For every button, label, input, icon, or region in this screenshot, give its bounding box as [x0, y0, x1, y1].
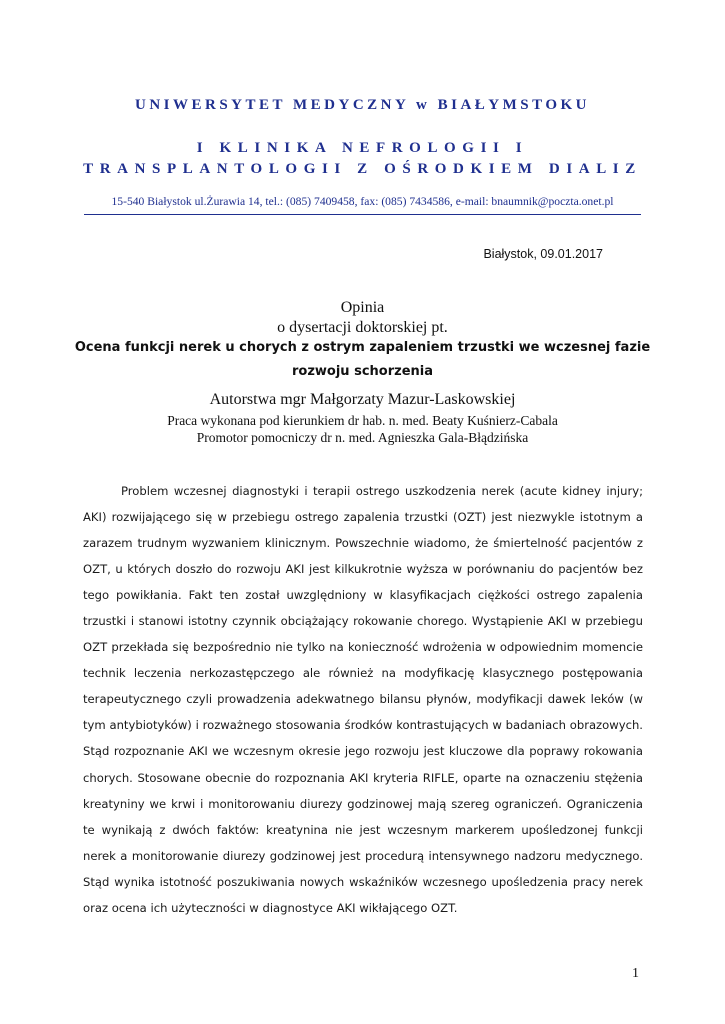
university-name: UNIWERSYTET MEDYCZNY w BIAŁYMSTOKU	[134, 97, 591, 113]
supervisor-line: Praca wykonana pod kierunkiem dr hab. n. med. Beaty Kuśnierz-Cabala	[167, 413, 558, 428]
co-supervisor-line: Promotor pomocniczy dr n. med. Agnieszka Gala-Błądzińska	[196, 430, 529, 445]
dissertation-title-line2: rozwoju schorzenia	[292, 364, 433, 379]
dissertation-subheading: o dysertacji doktorskiej pt.	[277, 319, 448, 336]
header-divider	[84, 214, 641, 215]
clinic-name-line1: I KLINIKA NEFROLOGII I	[196, 140, 529, 156]
page-number: 1	[632, 966, 639, 981]
opinion-heading: Opinia	[340, 299, 385, 316]
document-date: Białystok, 09.01.2017	[483, 247, 603, 261]
dissertation-title-line1: Ocena funkcji nerek u chorych z ostrym zapaleniem trzustki we wczesnej fazie	[74, 340, 651, 355]
body-paragraph: Problem wczesnej diagnostyki i terapii ostrego uszkodzenia nerek (acute kidney injury; AKI) rozwijającego się w przebiegu ostrego zapalenia trzustki (OZT) jest niezwykle istotnym a zarazem trudnym wyzwaniem klinicznym. Powszechnie wiadomo, że śmiertelność pacjentów z OZT, u których doszło do rozwoju AKI jest kilkukrotnie wyższa w porównaniu do pacjentów bez tego powikłania. Fakt ten został uwzględniony w klasyfikacjach ciężkości ostrego zapalenia trzustki i stanowi istotny czynnik obciążający rokowanie chorego. Wystąpienie AKI w przebiegu OZT przekłada się bezpośrednio nie tylko na konieczność wdrożenia w odpowiednim momencie technik leczenia nerkozastępczego ale również na modyfikację klasycznego postępowania terapeutycznego czyli prowadzenia adekwatnego bilansu płynów, modyfikacji dawek leków (w tym antybiotyków) i rozważnego stosowania środków kontrastujących w badaniach obrazowych. Stąd rozpoznanie AKI we wczesnym okresie jego rozwoju jest kluczowe dla poprawy rokowania chorych. Stosowane obecnie do rozpoznania AKI kryteria RIFLE, oparte na oznaczeniu stężenia kreatyniny we krwi i monitorowaniu diurezy godzinowej mają szereg ograniczeń. Ograniczenia te wynikają z dwóch faktów: kreatynina nie jest wczesnym markerem upośledzonej funkcji nerek a monitorowanie diurezy godzinowej jest procedurą intensywnego nadzoru medycznego. Stąd wynika istotność poszukiwania nowych wskaźników wczesnego upośledzenia pracy nerek oraz ocena ich użyteczności w diagnostyce AKI wikłającego OZT.	[83, 484, 643, 915]
clinic-name-line2: TRANSPLANTOLOGII Z OŚRODKIEM DIALIZ	[83, 161, 642, 177]
clinic-address: 15-540 Białystok ul.Żurawia 14, tel.: (085) 7409458, fax: (085) 7434586, e-mail: bnaumnik@poczta.onet.pl	[111, 195, 614, 208]
author-line: Autorstwa mgr Małgorzaty Mazur-Laskowskiej	[209, 391, 516, 408]
